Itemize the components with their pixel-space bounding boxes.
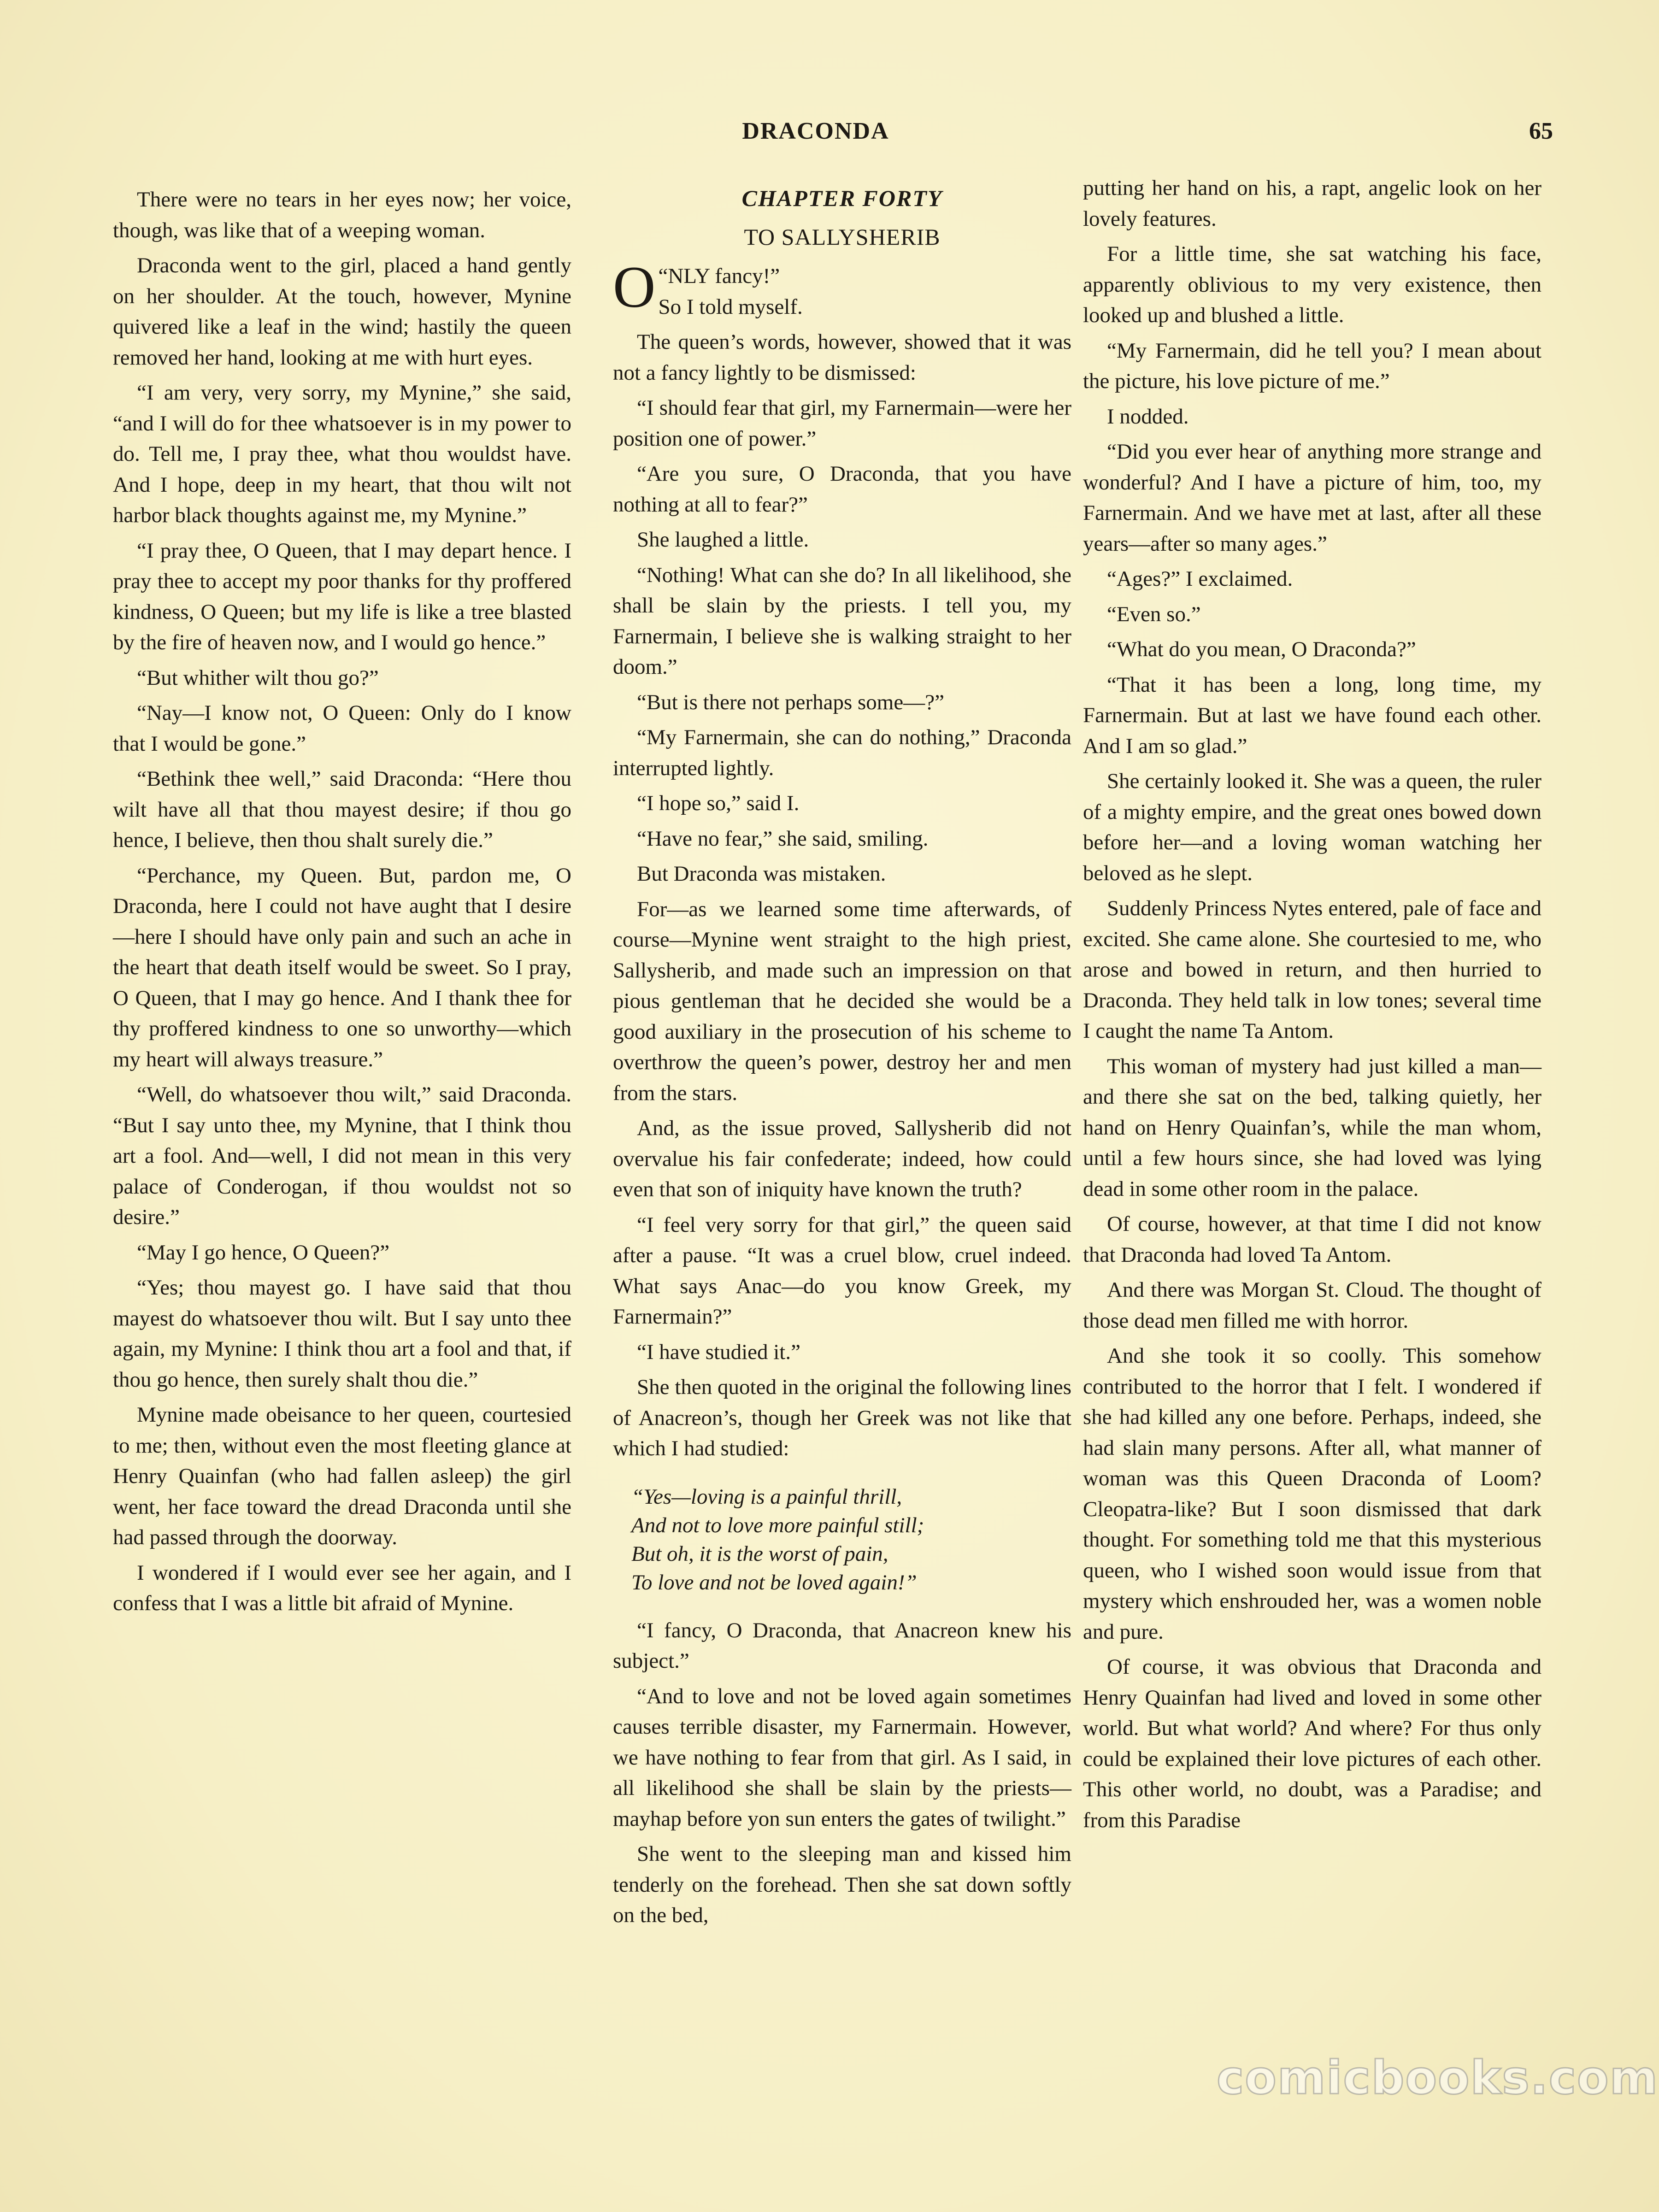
paragraph: “But is there not perhaps some—?” <box>637 690 944 714</box>
paragraph: “May I go hence, O Queen?” <box>137 1240 390 1265</box>
paragraph: “Even so.” <box>1107 602 1201 626</box>
paragraph: “Nothing! What can she do? In all likelihood, she shall be slain by the priests. I tell you, my Farnermain, I believe she is walking straight to her doom.” <box>613 563 1071 679</box>
paragraph: “I feel very sorry for that girl,” the queen said after a pause. “It was a cruel blow, cruel indeed. What says Anac—do you know Greek, my Farnermain?” <box>613 1212 1071 1329</box>
paragraph: “Perchance, my Queen. But, pardon me, O Draconda, here I could not have aught that I desire—here I should have only pain and such an ache in the heart that death itself would be sweet. So I pray, O Queen, that I may go hence. And I thank thee for thy proffered kindness to one so unworthy—which my heart will always treasure.” <box>113 863 571 1071</box>
verse-line: To love and not be loved again!” <box>631 1570 917 1594</box>
paragraph: “I pray thee, O Queen, that I may depart hence. I pray thee to accept my poor thanks for thy proffered kindness, O Queen; but my life is like a tree blasted by the fire of heaven now, and I would go hence.” <box>113 538 571 654</box>
paragraph: “I hope so,” said I. <box>637 791 800 815</box>
paragraph: Of course, however, at that time I did not know that Draconda had loved Ta Antom. <box>1083 1212 1541 1267</box>
paragraph: “Did you ever hear of anything more strange and wonderful? And I have a picture of him, too, my Farnermain. And we have met at last, after all these years—after so many ages.” <box>1083 440 1541 556</box>
paragraph: “Are you sure, O Draconda, that you have nothing at all to fear?” <box>613 462 1071 517</box>
page-number: 65 <box>1529 118 1553 144</box>
paragraph: This woman of mystery had just killed a man—and there she sat on the bed, talking quietly, her hand on Henry Quainfan’s, while the man whom, until a few hours since, she had loved was lying dead in some other room in the palace. <box>1083 1054 1541 1201</box>
page-header <box>0 118 1659 154</box>
paragraph: Mynine made obeisance to her queen, courtesied to me; then, without even the most fleeting glance at Henry Quainfan (who had fallen asleep) the girl went, her face toward the dread Draconda until she had passed through the doorway. <box>113 1403 571 1549</box>
paragraph: She laughed a little. <box>637 528 809 552</box>
paragraph: Suddenly Princess Nytes entered, pale of face and excited. She came alone. She courtesied to me, who arose and bowed in return, and then hurried to Draconda. They held talk in low tones; several time I caught the name Ta Antom. <box>1083 896 1541 1043</box>
paragraph: “My Farnermain, did he tell you? I mean about the picture, his love picture of me.” <box>1083 338 1541 393</box>
paragraph: And she took it so coolly. This somehow contributed to the horror that I felt. I wondered if she had killed any one before. Perhaps, indeed, she had slain many persons. After all, what manner of woman was this Queen Draconda of Loom? Cleopatra-like? But I soon dismissed that dark thought. For something told me that this mysterious queen, who I wished soon would issue from that mystery which enshrouded her, was a women noble and pure. <box>1083 1344 1541 1644</box>
verse-block <box>631 1483 1071 1597</box>
paragraph: putting her hand on his, a rapt, angelic look on her lovely features. <box>1083 176 1541 231</box>
paragraph: And there was Morgan St. Cloud. The thought of those dead men filled me with horror. <box>1083 1278 1541 1333</box>
paragraph: She certainly looked it. She was a queen, the ruler of a mighty empire, and the great ones bowed down before her—and a loving woman watching her beloved as he slept. <box>1083 769 1541 885</box>
paragraph: “That it has been a long, long time, my Farnermain. But at last we have found each other. And I am so glad.” <box>1083 672 1541 758</box>
running-title: DRACONDA <box>742 118 889 144</box>
watermark: comicbooks.com <box>1217 2051 1659 2105</box>
paragraph: “And to love and not be loved again sometimes causes terrible disaster, my Farnermain. However, we have nothing to fear from that girl. As I said, in all likelihood she shall be slain by the priests—mayhap before yon sun enters the gates of twilight.” <box>613 1684 1071 1831</box>
paragraph: “I am very, very sorry, my Mynine,” she said, “and I will do for thee whatsoever is in my power to do. Tell me, I pray thee, what thou wouldst have. And I hope, deep in my heart, that thou wilt not harbor black thoughts against me, my Mynine.” <box>113 381 571 527</box>
paragraph: I nodded. <box>1107 404 1189 429</box>
paragraph: I wondered if I would ever see her again, and I confess that I was a little bit afraid of Mynine. <box>113 1560 571 1615</box>
paragraph: “Nay—I know not, O Queen: Only do I know that I would be gone.” <box>113 701 571 756</box>
paragraph: There were no tears in her eyes now; her voice, though, was like that of a weeping woman. <box>113 188 571 242</box>
chapter-title: TO SALLYSHERIB <box>744 224 941 250</box>
paragraph: “Bethink thee well,” said Draconda: “Here thou wilt have all that thou mayest desire; if thou go hence, I believe, then thou shalt surely die.” <box>113 767 571 852</box>
opening-line: So I told myself. <box>658 294 803 319</box>
paragraph: She went to the sleeping man and kissed him tenderly on the forehead. Then she sat down softly on the bed, <box>613 1842 1071 1927</box>
paragraph: The queen’s words, however, showed that it was not a fancy lightly to be dismissed: <box>613 330 1071 385</box>
chapter-heading: CHAPTER FORTY <box>741 185 943 211</box>
paragraph: “My Farnermain, she can do nothing,” Draconda interrupted lightly. <box>613 725 1071 780</box>
opening-line: NLY fancy!” <box>668 264 780 288</box>
paragraph: And, as the issue proved, Sallysherib did not overvalue his fair confederate; indeed, how could even that son of iniquity have known the truth? <box>613 1116 1071 1201</box>
drop-cap: O <box>613 254 656 320</box>
paragraph: She then quoted in the original the following lines of Anacreon’s, though her Greek was not like that which I had studied: <box>613 1375 1071 1460</box>
paragraph: “Yes; thou mayest go. I have said that thou mayest do whatsoever thou wilt. But I say unto thee again, my Mynine: I think thou art a fool and that, if thou go hence, then surely shalt thou die.” <box>113 1276 571 1392</box>
paragraph: “But whither wilt thou go?” <box>137 665 379 690</box>
paragraph: “I have studied it.” <box>637 1340 800 1364</box>
paragraph: “What do you mean, O Draconda?” <box>1107 637 1416 661</box>
text-column-left <box>113 184 571 1624</box>
verse-line: But oh, it is the worst of pain, <box>631 1541 888 1566</box>
text-column-right <box>1083 173 1541 1840</box>
paragraph: “I fancy, O Draconda, that Anacreon knew his subject.” <box>613 1618 1071 1673</box>
paragraph: “I should fear that girl, my Farnermain—were her position one of power.” <box>613 396 1071 451</box>
text-column-middle <box>613 184 1071 1936</box>
paragraph: “Have no fear,” she said, smiling. <box>637 826 929 851</box>
paragraph: Of course, it was obvious that Draconda and Henry Quainfan had lived and loved in some other world. But what world? And where? For thus only could be explained their love pictures of each other. This other world, no doubt, was a Paradise; and from this Paradise <box>1083 1655 1541 1832</box>
opening-paragraph <box>613 254 1071 322</box>
paragraph: For a little time, she sat watching his face, apparently oblivious to my very existence, then looked up and blushed a little. <box>1083 242 1541 327</box>
paragraph: For—as we learned some time afterwards, of course—Mynine went straight to the high priest, Sallysherib, and made such an impression on that pious gentleman that he decided she would be a good auxiliary in the prosecution of his scheme to overthrow the queen’s power, destroy her and men from the stars. <box>613 897 1071 1105</box>
opening-quote: “ <box>658 264 668 288</box>
paragraph: “Well, do whatsoever thou wilt,” said Draconda. “But I say unto thee, my Mynine, that I think thou art a fool. And—well, I did not mean in this very palace of Conderogan, if thou wouldst not so desire.” <box>113 1082 571 1229</box>
verse-line: “Yes—loving is a painful thrill, <box>631 1484 902 1509</box>
paragraph: But Draconda was mistaken. <box>637 862 886 886</box>
paragraph: Draconda went to the girl, placed a hand gently on her shoulder. At the touch, however, Mynine quivered like a leaf in the wind; hastily the queen removed her hand, looking at me with hurt eyes. <box>113 253 571 370</box>
paragraph: “Ages?” I exclaimed. <box>1107 567 1293 591</box>
verse-line: And not to love more painful still; <box>631 1513 924 1537</box>
